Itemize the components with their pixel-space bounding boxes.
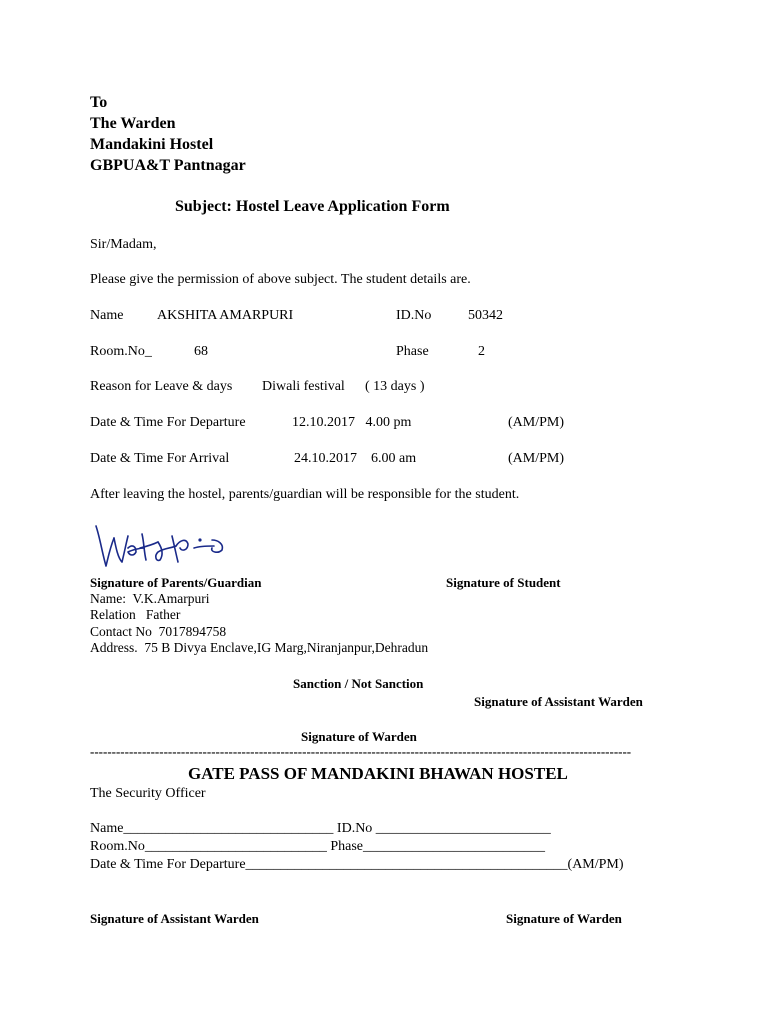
gate-pass-departure-line: Date & Time For Departure______________________________________________(AM/PM) — [90, 857, 624, 872]
subject-line: Subject: Hostel Leave Application Form — [175, 198, 450, 215]
sanction-text: Sanction / Not Sanction — [293, 676, 424, 691]
salutation: Sir/Madam, — [90, 237, 157, 252]
assistant-warden-signature: Signature of Assistant Warden — [474, 694, 643, 709]
phase-value: 2 — [478, 344, 485, 359]
room-label: Room.No_ — [90, 344, 152, 359]
guardian-relation: Relation Father — [90, 607, 181, 622]
reason-label: Reason for Leave & days — [90, 379, 233, 394]
departure-ampm: (AM/PM) — [508, 415, 565, 430]
parent-signature-label: Signature of Parents/Guardian — [90, 575, 262, 590]
address-to: To — [90, 94, 108, 111]
gate-pass-name-line: Name______________________________ ID.No _________________________ — [90, 821, 551, 836]
intro-text: Please give the permission of above subject. The student details are. — [90, 272, 471, 287]
address-university: GBPUA&T Pantnagar — [90, 157, 246, 174]
arrival-ampm: (AM/PM) — [508, 451, 565, 466]
gate-pass-warden-signature: Signature of Warden — [506, 911, 622, 926]
student-signature-label: Signature of Student — [446, 575, 561, 590]
id-value: 50342 — [468, 308, 503, 323]
guardian-signature-image — [92, 518, 232, 574]
departure-value: 12.10.2017 4.00 pm — [292, 415, 412, 430]
arrival-label: Date & Time For Arrival — [90, 451, 230, 466]
separator-line: ----------------------------------------------------------------------------------------------------------------------------- — [90, 744, 632, 759]
name-label: Name — [90, 308, 124, 323]
reason-value: Diwali festival — [262, 379, 345, 394]
address-warden: The Warden — [90, 115, 176, 132]
guardian-address: Address. 75 B Divya Enclave,IG Marg,Niranjanpur,Dehradun — [90, 640, 429, 655]
gate-pass-title: GATE PASS OF MANDAKINI BHAWAN HOSTEL — [188, 764, 568, 783]
guardian-name: Name: V.K.Amarpuri — [90, 591, 210, 606]
departure-label: Date & Time For Departure — [90, 415, 246, 430]
phase-label: Phase — [396, 344, 429, 359]
gate-pass-room-line: Room.No__________________________ Phase__________________________ — [90, 839, 545, 854]
gate-pass-assistant-warden-signature: Signature of Assistant Warden — [90, 911, 259, 926]
responsibility-text: After leaving the hostel, parents/guardian will be responsible for the student. — [90, 487, 520, 502]
id-label: ID.No — [396, 308, 432, 323]
arrival-value: 24.10.2017 6.00 am — [294, 451, 417, 466]
warden-signature: Signature of Warden — [301, 729, 417, 744]
address-hostel: Mandakini Hostel — [90, 136, 214, 153]
name-value: AKSHITA AMARPURI — [157, 308, 294, 323]
reason-days: ( 13 days ) — [365, 379, 425, 394]
guardian-contact: Contact No 7017894758 — [90, 624, 227, 639]
security-officer: The Security Officer — [90, 786, 206, 801]
room-value: 68 — [194, 344, 208, 359]
